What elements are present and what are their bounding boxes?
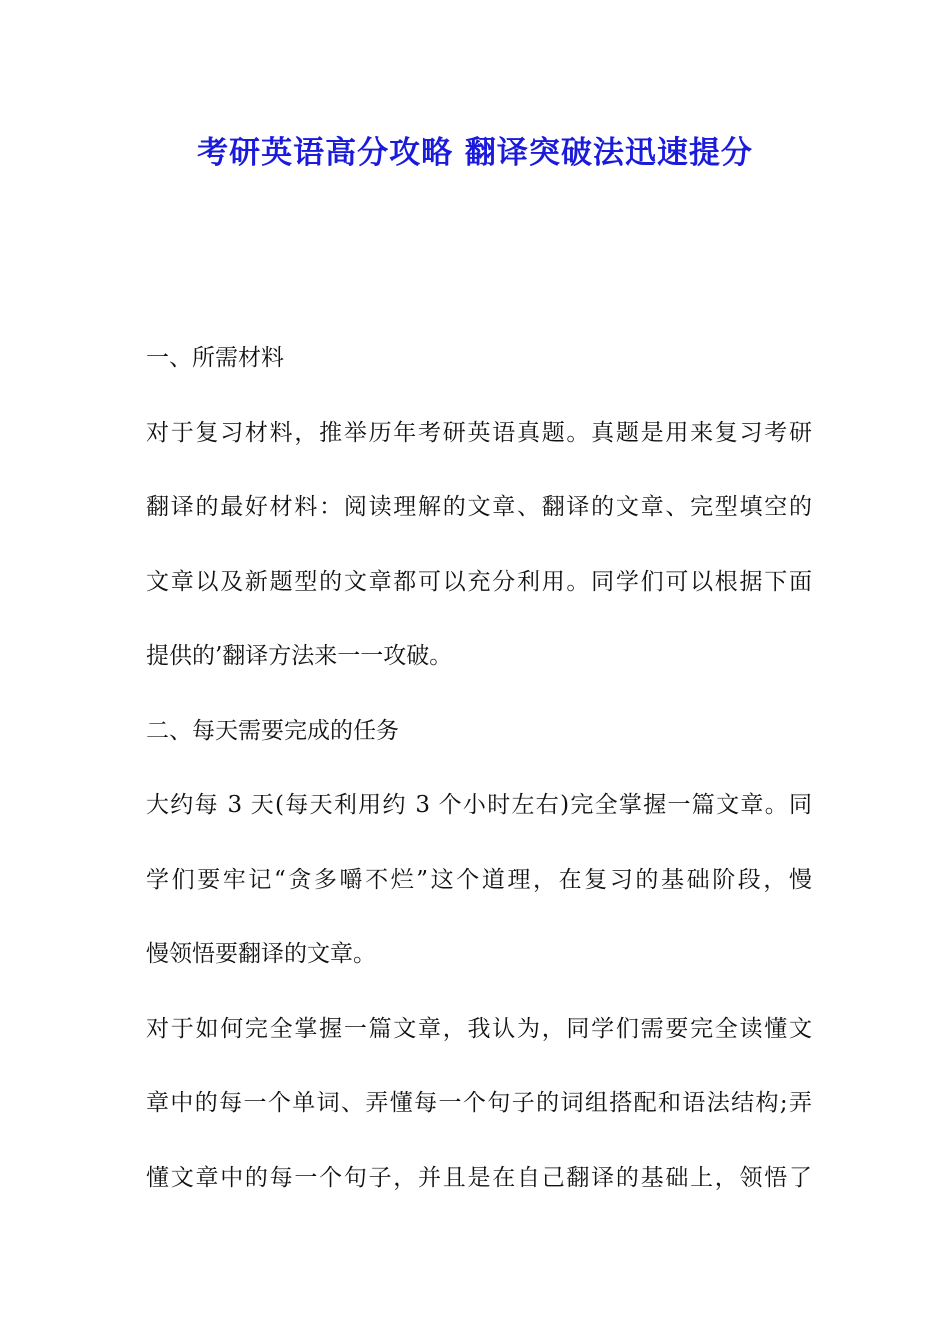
section-heading: 一、所需材料	[146, 345, 284, 371]
document-body	[146, 330, 812, 1224]
paragraph-line: 提供的’翻译方法来一一攻破。	[146, 643, 453, 669]
paragraph-line: 慢领悟要翻译的文章。	[146, 941, 376, 967]
paragraph-line: 大约每 3 天(每天利用约 3 个小时左右)完全掌握一篇文章。同	[146, 792, 812, 818]
document-title: 考研英语高分攻略 翻译突破法迅速提分	[197, 135, 753, 171]
paragraph-line: 翻译的最好材料：阅读理解的文章、翻译的文章、完型填空的	[146, 494, 812, 520]
paragraph-line: 对于如何完全掌握一篇文章，我认为，同学们需要完全读懂文	[146, 1015, 812, 1042]
paragraph-line: 章中的每一个单词、弄懂每一个句子的词组搭配和语法结构;弄	[146, 1090, 812, 1116]
paragraph-line: 学们要牢记“贪多嚼不烂”这个道理，在复习的基础阶段，慢	[146, 866, 812, 893]
paragraph-line: 对于复习材料，推举历年考研英语真题。真题是用来复习考研	[146, 419, 812, 446]
section-heading: 二、每天需要完成的任务	[146, 717, 399, 744]
paragraph-line: 懂文章中的每一个句子，并且是在自己翻译的基础上，领悟了	[146, 1164, 812, 1191]
paragraph-line: 文章以及新题型的文章都可以充分利用。同学们可以根据下面	[146, 568, 812, 595]
